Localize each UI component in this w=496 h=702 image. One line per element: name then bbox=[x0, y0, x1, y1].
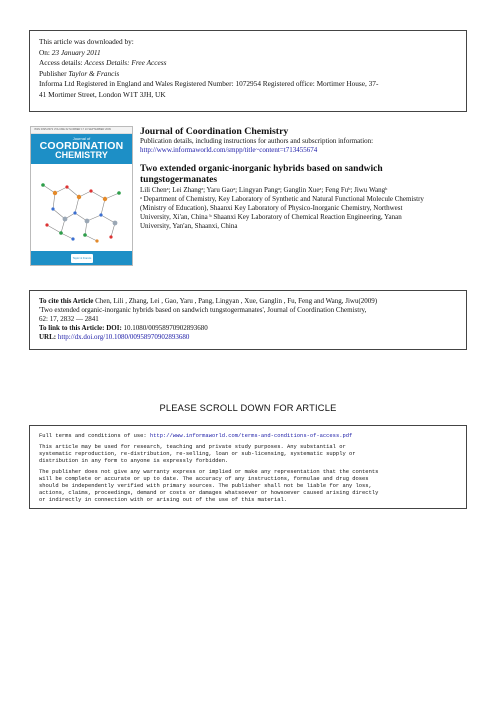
full-terms-label: Full terms and conditions of use: bbox=[39, 432, 150, 439]
cite-line-3: 62: 17, 2832 — 2841 bbox=[39, 315, 99, 323]
download-date-line bbox=[39, 48, 457, 59]
cite-line-1 bbox=[39, 297, 457, 306]
cite-text-1: Chen, Lili , Zhang, Lei , Gao, Yaru , Pang, Lingyan , Xue, Ganglin , Fu, Feng and Wang, Jiwu(2009) bbox=[93, 297, 378, 305]
affiliation-line-2: (Ministry of Education), Shaanxi Key Laboratory of Physico-Inorganic Chemistry, Northwest bbox=[140, 204, 403, 212]
publisher-label: Publisher bbox=[39, 68, 69, 78]
usage-line-2: systematic reproduction, re-distribution, re-selling, loan or sub-licensing, systematic supply or bbox=[39, 450, 356, 457]
registered-office-line-2: 41 Mortimer Street, London W1T 3JH, UK bbox=[39, 89, 166, 99]
doi-line bbox=[39, 324, 457, 333]
cover-title-band bbox=[31, 134, 132, 164]
publisher-name: Taylor & Francis bbox=[68, 68, 120, 78]
article-title bbox=[140, 164, 470, 186]
warranty-line-1: The publisher does not give any warranty express or implied or make any representation that the contents bbox=[39, 468, 379, 475]
journal-info-block bbox=[140, 126, 470, 231]
access-details-line bbox=[39, 58, 457, 69]
journal-cover-image[interactable] bbox=[30, 126, 133, 266]
terms-url-link[interactable]: http://www.informaworld.com/terms-and-conditions-of-access.pdf bbox=[149, 432, 353, 439]
warranty-paragraph bbox=[39, 468, 457, 503]
usage-line-3: distribution in any form to anyone is expressly forbidden. bbox=[39, 457, 229, 464]
usage-paragraph bbox=[39, 443, 457, 464]
link-label: To link to this Article: DOI: bbox=[39, 324, 122, 332]
scroll-down-message: PLEASE SCROLL DOWN FOR ARTICLE bbox=[159, 403, 337, 413]
cite-line-2: 'Two extended organic-inorganic hybrids based on sandwich tungstogermanates', Journal of Coordination Chemistry, bbox=[39, 306, 367, 314]
warranty-line-2: will be complete or accurate or up to date. The accuracy of any instructions, formulae and drug doses bbox=[39, 475, 369, 482]
downloaded-by-line: This article was downloaded by: bbox=[39, 37, 134, 46]
on-label: On: bbox=[39, 47, 52, 57]
publisher-line bbox=[39, 69, 457, 80]
registered-office-line-1: Informa Ltd Registered in England and Wales Registered Number: 1072954 Registered office: Mortimer House, 37- bbox=[39, 79, 379, 89]
download-info-box bbox=[29, 30, 467, 112]
access-label: Access details: bbox=[39, 58, 85, 68]
url-label: URL: bbox=[39, 333, 57, 341]
terms-box bbox=[29, 425, 467, 509]
article-title-line-2: tungstogermanates bbox=[140, 175, 218, 185]
journal-url-link[interactable]: http://www.informaworld.com/smpp/title~content=t713455674 bbox=[140, 146, 318, 154]
access-details: Access Details: Free Access bbox=[84, 58, 167, 68]
affiliation-line-4: University, Yan'an, Shaanxi, China bbox=[140, 222, 238, 230]
affiliation-line-3: University, Xi'an, China ᵇ Shaanxi Key Laboratory of Chemical Reaction Engineering, Yanan bbox=[140, 213, 402, 221]
warranty-line-3: should be independently verified with primary sources. The publisher shall not be liable for any loss, bbox=[39, 482, 372, 489]
citation-box bbox=[29, 290, 467, 350]
warranty-line-5: or indirectly in connection with or arising out of the use of this material. bbox=[39, 496, 287, 503]
journal-title: Journal of Coordination Chemistry bbox=[140, 126, 289, 137]
publication-details: Publication details, including instructions for authors and subscription information: bbox=[140, 137, 374, 145]
cover-coordination: COORDINATION bbox=[39, 140, 124, 152]
cite-label: To cite this Article bbox=[39, 297, 94, 305]
affiliation-line-1: ᵃ Department of Chemistry, Key Laboratory of Synthetic and Natural Functional Molecule Chemistry bbox=[140, 195, 424, 203]
cover-issn-bar: ISSN 0095-8972 VOLUME 62 NUMBER 17 10 SEPTEMBER 2009 bbox=[31, 127, 132, 134]
url-line bbox=[39, 333, 457, 342]
doi-value[interactable]: 10.1080/00958970902893680 bbox=[121, 324, 208, 332]
taylor-francis-logo: Taylor & Francis bbox=[71, 254, 93, 263]
cover-journal-of: Journal of bbox=[72, 136, 91, 141]
article-authors: Lili Chenᵃ; Lei Zhangᵃ; Yaru Gaoᵃ; Lingyan Pangᵃ; Ganglin Xueᵃ; Feng Fuᵇ; Jiwu Wangᵇ bbox=[140, 186, 388, 194]
article-url-link[interactable]: http://dx.doi.org/10.1080/00958970902893680 bbox=[56, 333, 190, 341]
full-terms-line bbox=[39, 432, 457, 439]
cover-chemistry: CHEMISTRY bbox=[55, 150, 108, 160]
cover-footer-band bbox=[31, 251, 132, 265]
download-date: 23 January 2011 bbox=[51, 47, 101, 57]
article-title-line-1: Two extended organic-inorganic hybrids based on sandwich bbox=[140, 164, 383, 174]
warranty-line-4: actions, claims, proceedings, demand or costs or damages whatsoever or howsoever caused arising directly bbox=[39, 489, 379, 496]
usage-line-1: This article may be used for research, teaching and private study purposes. Any substantial or bbox=[39, 443, 346, 450]
cover-molecule-illustration bbox=[35, 175, 130, 245]
